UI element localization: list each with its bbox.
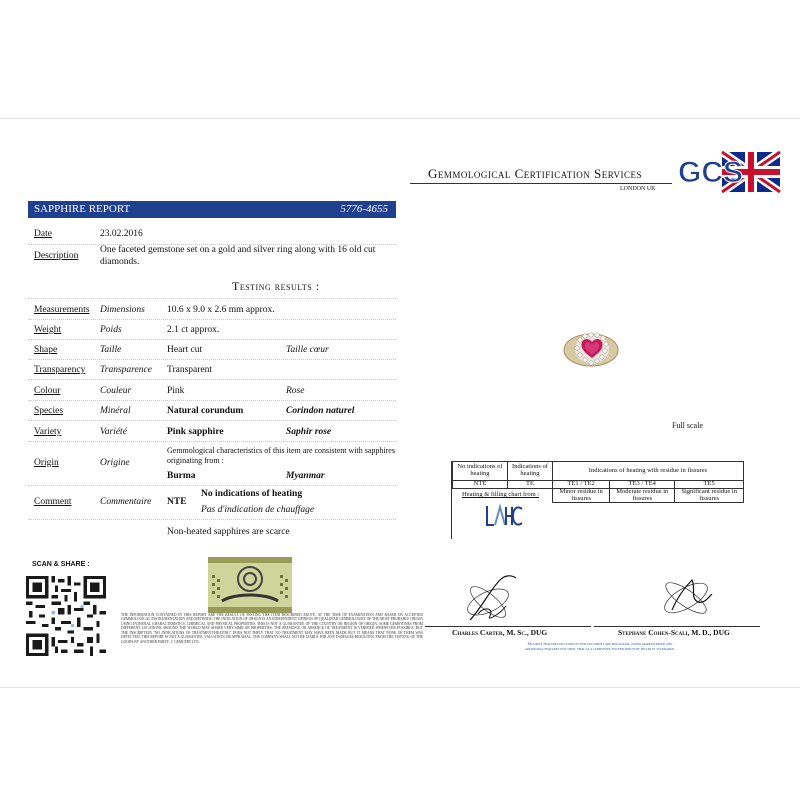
divider <box>28 379 396 380</box>
security-notice: Security features included in this document are hologram, water marked paper and additional features not open, that as a composite, exceed industry security standards. <box>524 642 675 652</box>
qr-code[interactable] <box>26 576 106 656</box>
divider <box>28 359 396 360</box>
row-value: Pink <box>167 386 185 396</box>
legal-disclaimer: THE INFORMATION CONTAINED IN THIS REPORT ARE THE RESULT OF TESTING THE ITEM DESCRIBED ABOVE, AT THE TIME OF EXAMINATION AND BASED ON ACCEPTED GEMMOLOGICAL INSTRUMENTATION AND METHODS. THE INDICATION OF ORIGIN IS AN INDEPENDENT OPINION OF QUALIFIED GEMMOLOGIST OF THE MOST PROBABLE ORIGIN USING INTERNAL CHARACTERISTICS, CHEMICAL AND PHYSICAL PROPERTIES. THIS IS NOT A GUARANTEE OF THE COUNTRY OR REGION OF ORIGIN. SOME GEMSTONES FROM DIFFERENT LOCATIONS AROUND THE WORLD MAY SHARE VERY SIMILAR PROPERTIES. THE PRESENCE OR ABSENCE OF TREATMENT IS VERIFIED WHENEVER POSSIBLE, BUT THE INSCRIPTION "NO INDICATIONS OF TREATMENT/HEATING" DOES NOT IMPLY THAT NO TREATMENT MAY HAVE BEEN MADE BUT IT MEANS THAT NONE OF THEM WAS DETECTED. THIS REPORT IS NOT A GUARANTEE, VALUATION OR APPRAISAL. THE COMPANY SHALL NOT BE LIABLE FOR ANY DAMAGES RESULTING FROM THE TESTING OF THE GOODS BY ANOTHER PARTY. © GEMCERT LTD <box>121 613 423 644</box>
origin-fr-value: Myanmar <box>286 471 325 481</box>
divider <box>28 400 396 401</box>
image-caption: Full scale <box>672 421 703 430</box>
date-label: Date <box>34 229 52 239</box>
comment-fr-label: Commentaire <box>100 497 152 507</box>
row-fr-label: Taille <box>100 345 122 355</box>
row-value: 10.6 x 9.0 x 2.6 mm approx. <box>167 305 275 315</box>
row-label: Weight <box>34 325 62 335</box>
row-fr-label: Variété <box>100 427 127 437</box>
row-fr-label: Couleur <box>100 386 132 396</box>
scan-share-label: SCAN & SHARE : <box>32 561 90 568</box>
signature-cohen-scali <box>652 568 722 628</box>
comment-value: No indications of heating <box>201 489 303 499</box>
hologram-seal <box>208 557 292 613</box>
signer-carter: Charles Carter, M. Sc., DUG <box>452 628 548 637</box>
row-fr-label: Minéral <box>100 406 131 416</box>
description-label: Description <box>34 251 79 261</box>
header-rule <box>410 183 672 184</box>
row-fr-value: Rose <box>286 386 305 396</box>
row-label: Colour <box>34 386 61 396</box>
table-cell: TE <box>508 481 553 489</box>
testing-results-heading: Testing results : <box>232 279 320 293</box>
row-value: Transparent <box>167 365 213 375</box>
lmhc-logo <box>484 503 524 529</box>
signature-line-cohen-scali <box>594 626 760 627</box>
origin-fr-label: Origine <box>100 458 130 468</box>
heating-chart-label: Heating & filling chart from : <box>462 491 540 498</box>
divider <box>28 519 396 520</box>
row-value: Pink sapphire <box>167 427 224 437</box>
divider <box>28 420 396 421</box>
table-cell: Indications of heating with residue in fissures <box>553 462 744 481</box>
row-value: 2.1 ct approx. <box>167 325 220 335</box>
origin-text: Gemmological characteristics of this item are consistent with sapphires originating from : <box>167 446 395 465</box>
divider <box>28 485 396 486</box>
divider <box>28 441 396 442</box>
row-fr-value: Saphir rose <box>286 427 332 437</box>
comment-fr-value: Pas d'indication de chauffage <box>201 505 315 515</box>
table-cell: Indications of heating <box>508 462 553 481</box>
date-value: 23.02.2016 <box>100 229 143 239</box>
row-fr-label: Transparence <box>100 365 152 375</box>
table-cell: TE3 / TE4 <box>610 481 675 489</box>
signature-line-carter <box>425 626 591 627</box>
table-cell: Moderate residue in fissures <box>610 488 675 503</box>
row-label: Transparency <box>34 365 86 375</box>
row-fr-label: Poids <box>100 325 122 335</box>
organization-name: Gemmological Certification Services <box>428 166 643 181</box>
table-cell: Minor residue in fissures <box>553 488 610 503</box>
row-value: Natural corundum <box>167 406 244 416</box>
comment-code: NTE <box>167 497 187 507</box>
gemstone-ring-photo <box>562 328 620 370</box>
description-value: One faceted gemstone set on a gold and silver ring along with 16 old cut diamonds. <box>100 245 376 267</box>
divider <box>28 298 396 299</box>
row-fr-label: Dimensions <box>100 305 145 315</box>
row-label: Variety <box>34 427 62 437</box>
row-label: Shape <box>34 345 58 355</box>
origin-value: Burma <box>167 471 196 481</box>
comment-note: Non-heated sapphires are scarce <box>167 527 290 537</box>
signature-carter <box>460 570 522 630</box>
signer-cohen-scali: Stephane Cohen-Scali, M. D., DUG <box>618 628 730 637</box>
row-label: Measurements <box>34 305 90 315</box>
report-number: 5776-4655 <box>340 203 388 215</box>
divider <box>28 319 396 320</box>
table-cell: NTE <box>453 481 508 489</box>
table-cell: TE1 / TE2 <box>553 481 610 489</box>
table-cell: Significant residue in fissures <box>675 488 744 503</box>
row-value: Heart cut <box>167 345 203 355</box>
divider <box>28 339 396 340</box>
row-fr-value: Taille cœur <box>286 345 329 355</box>
logo-letters: GCS <box>678 156 744 189</box>
gcs-union-jack-logo <box>676 150 782 198</box>
report-title-bar <box>28 201 396 218</box>
row-label: Species <box>34 406 64 416</box>
organization-location: LONDON UK <box>620 186 656 192</box>
comment-label: Comment <box>34 497 72 507</box>
table-cell: No indications of heating <box>453 462 508 481</box>
row-fr-value: Corindon naturel <box>286 406 355 416</box>
table-cell: TE5 <box>675 481 744 489</box>
origin-label: Origin <box>34 458 59 468</box>
report-title: SAPPHIRE REPORT <box>34 203 131 215</box>
